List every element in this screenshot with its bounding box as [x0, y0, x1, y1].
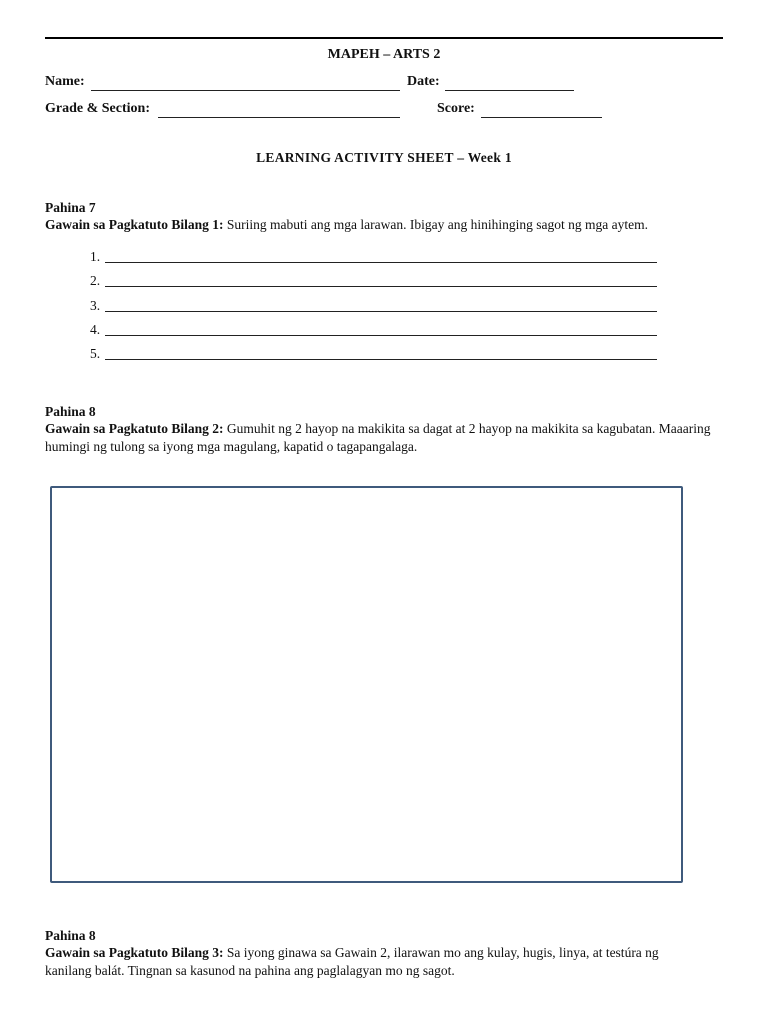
answer-line-1[interactable]: [90, 249, 660, 265]
activity-sheet-heading: LEARNING ACTIVITY SHEET – Week 1: [256, 150, 512, 165]
date-label: Date:: [407, 74, 440, 89]
item-number: 1.: [90, 249, 101, 264]
activity2-title: Gawain sa Pagkatuto Bilang 2:: [45, 421, 224, 436]
activity1-text: [45, 216, 735, 234]
activity1-page: Pahina 7: [45, 200, 96, 215]
grade-section-label: Grade & Section:: [45, 101, 150, 116]
item-number: 2.: [90, 273, 101, 288]
activity2-instruction-line2: humingi ng tulong sa iyong mga magulang, kapatid o tagapangalaga.: [45, 439, 418, 454]
score-label: Score:: [437, 101, 475, 116]
score-field[interactable]: [481, 103, 602, 118]
activity1-title: Gawain sa Pagkatuto Bilang 1:: [45, 217, 224, 232]
top-rule: [45, 37, 723, 39]
answer-line-2[interactable]: [90, 273, 660, 289]
item-number: 5.: [90, 346, 101, 361]
activity3-page: Pahina 8: [45, 928, 96, 943]
answer-line-3[interactable]: [90, 298, 660, 314]
activity2-text: [45, 420, 745, 456]
activity2-instruction-line1: Gumuhit ng 2 hayop na makikita sa dagat at 2 hayop na makikita sa kagubatan. Maaaring: [226, 421, 711, 436]
activity2-page: Pahina 8: [45, 404, 96, 419]
answer-line-4[interactable]: [90, 322, 660, 338]
name-label: Name:: [45, 74, 85, 89]
activity3-instruction-line2: kanilang balát. Tingnan sa kasunod na pahina ang paglalagyan mo ng sagot.: [45, 963, 455, 978]
date-field[interactable]: [445, 76, 574, 91]
item-number: 4.: [90, 322, 101, 337]
item-number: 3.: [90, 298, 101, 313]
drawing-box[interactable]: [50, 486, 683, 883]
activity3-text: [45, 944, 745, 980]
answer-line-5[interactable]: [90, 346, 660, 362]
activity3-instruction-line1: Sa iyong ginawa sa Gawain 2, ilarawan mo ang kulay, hugis, linya, at testúra ng: [226, 945, 659, 960]
sheet-title: MAPEH – ARTS 2: [327, 47, 441, 62]
activity1-instruction: Suriing mabuti ang mga larawan. Ibigay ang hinihinging sagot ng mga aytem.: [226, 217, 648, 232]
activity3-title: Gawain sa Pagkatuto Bilang 3:: [45, 945, 224, 960]
name-field[interactable]: [91, 76, 400, 91]
grade-section-field[interactable]: [158, 103, 400, 118]
